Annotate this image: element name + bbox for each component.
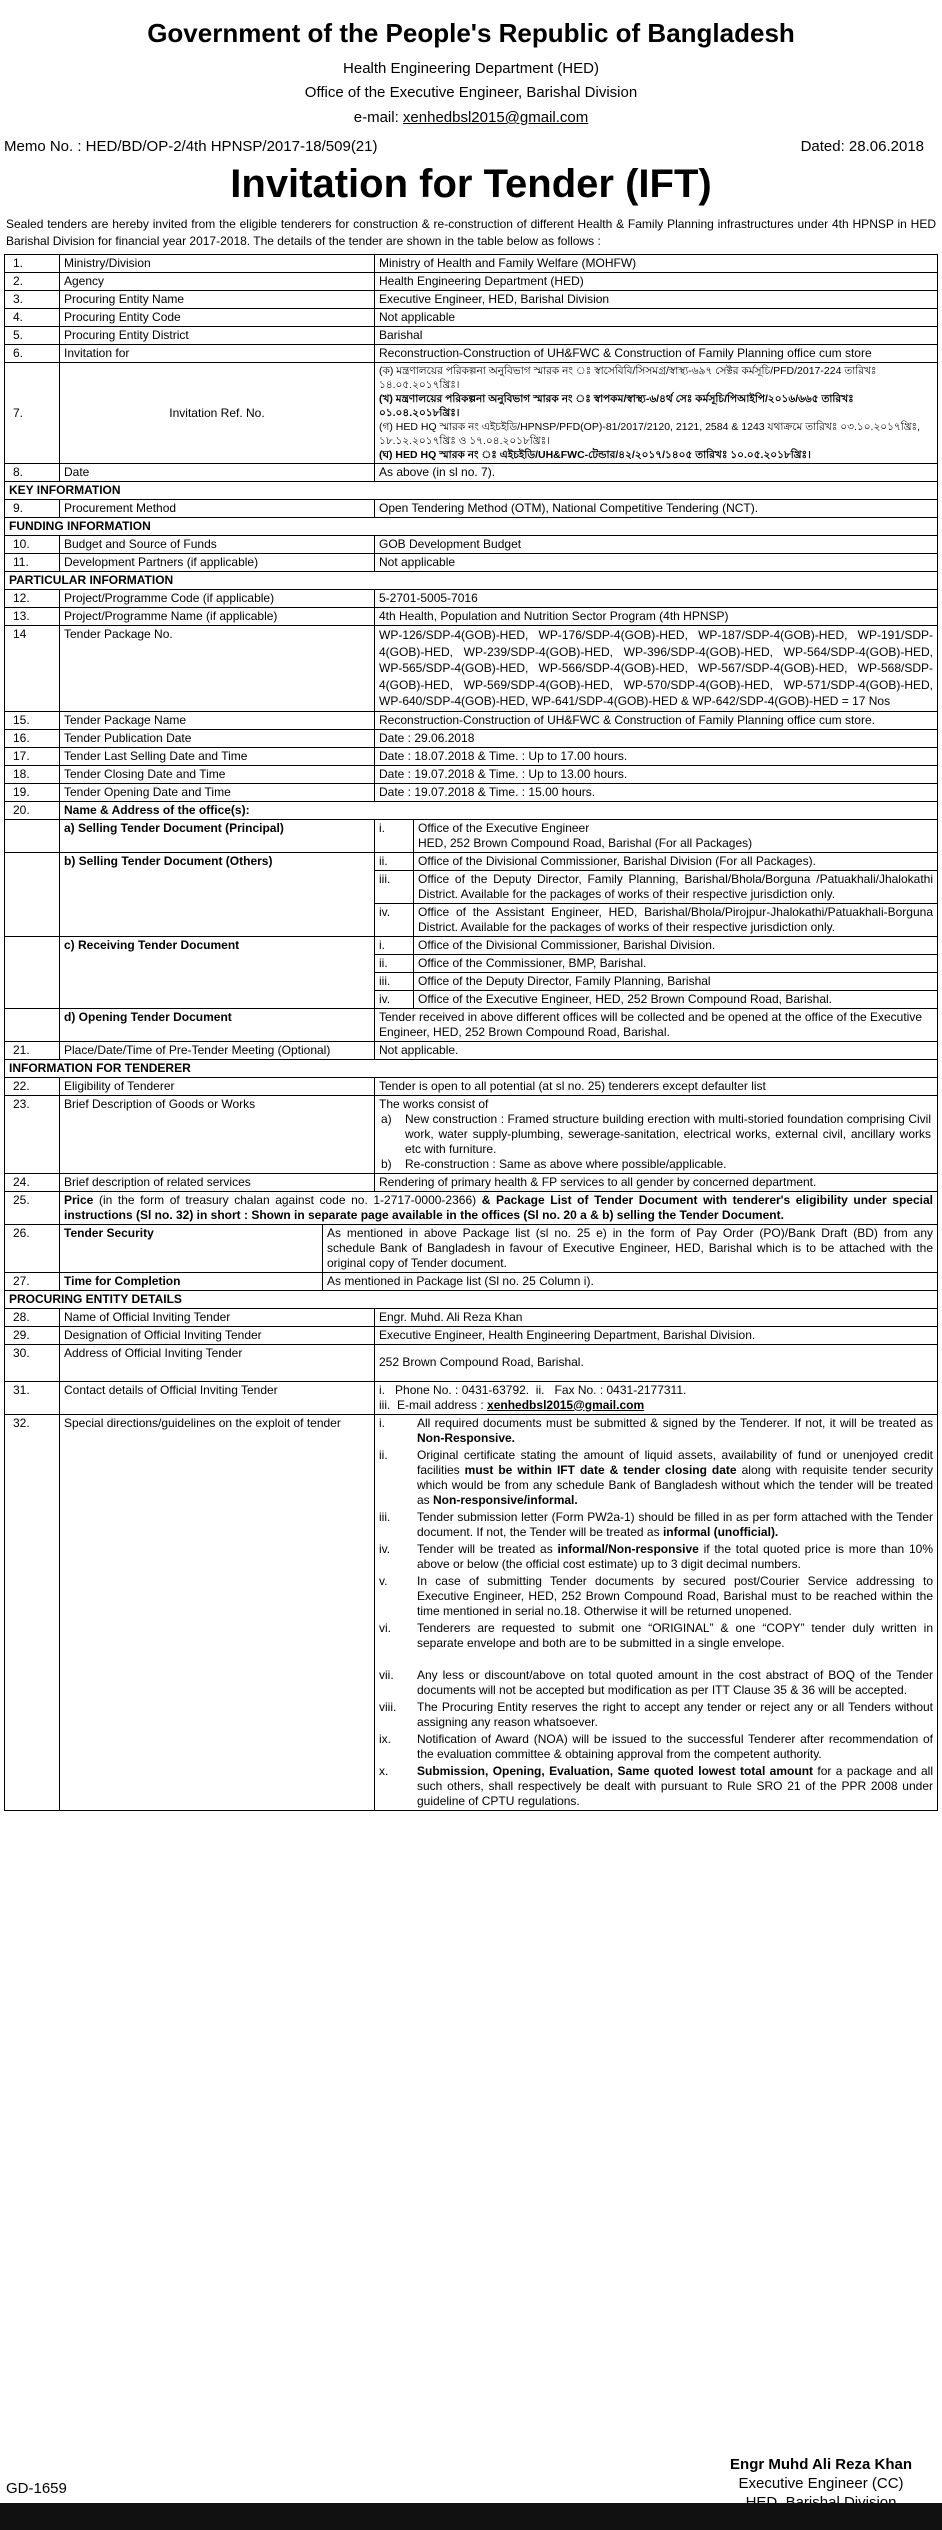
- table-row: 8. Date As above (in sl no. 7).: [5, 464, 938, 482]
- table-row: 24. Brief description of related services Rendering of primary health & FP services to all gender by concerned department.: [5, 1173, 938, 1191]
- table-row: 13. Project/Programme Name (if applicable) 4th Health, Population and Nutrition Sector Program (4th HPNSP): [5, 608, 938, 626]
- table-row: 5. Procuring Entity District Barishal: [5, 327, 938, 345]
- government-title: Government of the People's Republic of Bangladesh: [147, 18, 795, 48]
- table-row: 19. Tender Opening Date and Time Date : 19.07.2018 & Time. : 15.00 hours.: [5, 783, 938, 801]
- table-row: 7. Invitation Ref. No. (ক) মন্ত্রণালয়ের পরিকল্পনা অনুবিভাগ স্মারক নং ঃ স্বাসেবিবি/সিসমগ্র/স্বাস্থ্য-৬৯৭ সেক্টর কর্মসূচি/PFD/2017-224 তারিখঃ ১৪.০৫.২০১৭খ্রিঃ। (খ) মন্ত্রণালয়ের পরিকল্পনা অনুবিভাগ স্মারক নং ঃ স্বাপকম/স্বাস্থ্য-৬/৪র্থ সেঃ কর্মসূচি/পিআইপি/২০১৬/৬৬৫ তারিখঃ ০১.০৪.২০১৮খ্রিঃ। (গ) HED HQ স্মারক নং এইচইডি/HPNSP/PFD(OP)-81/2017/2120, 2121, 2584 & 1243 যথাক্রমে তারিখঃ ০৩.১০.২০১৭খ্রিঃ, ১৮.১২.২০১৭খ্রিঃ ও ১৭.০৪.২০১৮খ্রিঃ। (ঘ) HED HQ স্মারক নং ঃ এইচইডি/UH&FWC-টেন্ডার/৪২/২০১৭/১৪০৫ তারিখঃ ১০.০৫.২০১৮খ্রিঃ।: [5, 363, 938, 464]
- table-row: 11. Development Partners (if applicable) Not applicable: [5, 554, 938, 572]
- table-row: 4. Procuring Entity Code Not applicable: [5, 309, 938, 327]
- table-row: 26. Tender Security As mentioned in above Package list (sl no. 25 e) in the form of Pay Order (PO)/Bank Draft (BD) from any schedule Bank of Bangladesh in favour of Executive Engineer, HED, Barishal which is to be attached with the original copy of Tender document.: [5, 1224, 938, 1272]
- table-row: 3. Procuring Entity Name Executive Engineer, HED, Barishal Division: [5, 291, 938, 309]
- table-row: 21. Place/Date/Time of Pre-Tender Meeting (Optional) Not applicable.: [5, 1041, 938, 1059]
- works-description: The works consist of a) New construction : Framed structure building erection with multi-storied foundation comprising Civil work, water supply-plumbing, sewerage-sanitation, electrical works, external civil, ancillary works etc with furniture. b) Re-construction : Same as above where possible/applicable.: [375, 1095, 938, 1173]
- table-row: 17. Tender Last Selling Date and Time Date : 18.07.2018 & Time. : Up to 17.00 hours.: [5, 747, 938, 765]
- section-heading: INFORMATION FOR TENDERER: [5, 1059, 938, 1077]
- section-heading: PROCURING ENTITY DETAILS: [5, 1290, 938, 1308]
- intro-paragraph: Sealed tenders are hereby invited from the eligible tenderers for construction & re-construction of different Health & Family Planning infrastructures under 4th HPNSP in HED Barishal Division for financial year 2017-2018. The details of the tender are shown in the table below as follows :: [6, 217, 936, 248]
- invitation-ref-list: (ক) মন্ত্রণালয়ের পরিকল্পনা অনুবিভাগ স্মারক নং ঃ স্বাসেবিবি/সিসমগ্র/স্বাস্থ্য-৬৯৭ সেক্টর কর্মসূচি/PFD/2017-224 তারিখঃ ১৪.০৫.২০১৭খ্রিঃ। (খ) মন্ত্রণালয়ের পরিকল্পনা অনুবিভাগ স্মারক নং ঃ স্বাপকম/স্বাস্থ্য-৬/৪র্থ সেঃ কর্মসূচি/পিআইপি/২০১৬/৬৬৫ তারিখঃ ০১.০৪.২০১৮খ্রিঃ। (গ) HED HQ স্মারক নং এইচইডি/HPNSP/PFD(OP)-81/2017/2120, 2121, 2584 & 1243 যথাক্রমে তারিখঃ ০৩.১০.২০১৭খ্রিঃ, ১৮.১২.২০১৭খ্রিঃ ও ১৭.০৪.২০১৮খ্রিঃ। (ঘ) HED HQ স্মারক নং ঃ এইচইডি/UH&FWC-টেন্ডার/৪২/২০১৭/১৪০৫ তারিখঃ ১০.০৫.২০১৮খ্রিঃ।: [375, 363, 938, 464]
- page-title: Invitation for Tender (IFT): [230, 162, 712, 206]
- office-row-receiving: c) Receiving Tender Document i. Office of the Divisional Commissioner, Barishal Division. ii. Office of the Commissioner, BMP, Barishal. iii. Office of the Deputy Director, Family Planning, Barishal iv. Office of the Executive Engineer, HED, 252 Brown Compound Road, Barishal.: [5, 936, 938, 1008]
- table-row: 20. Name & Address of the office(s):: [5, 801, 938, 819]
- office-name: Office of the Executive Engineer, Barishal Division: [304, 84, 638, 101]
- table-row: 18. Tender Closing Date and Time Date : 19.07.2018 & Time. : Up to 13.00 hours.: [5, 765, 938, 783]
- office-row-opening: d) Opening Tender Document Tender received in above different offices will be collected and be opened at the office of the Executive Engineer, HED, 252 Brown Compound Road, Barishal.: [5, 1008, 938, 1041]
- table-row: 32. Special directions/guidelines on the exploit of tender i. All required documents must be submitted & signed by the Tenderer. If not, it will be treated as Non-Responsive. ii. Original certificate stating the amount of liquid assets, availability of fund or unenjoyed credit facilities must be within IFT date & tender closing date along with requisite tender security which would be from any schedule Bank of Bangladesh without which the tender will be treated as Non-responsive/informal. iii. Tender submission letter (Form PW2a-1) should be filled in as per form attached with the Tender document. If not, the Tender will be treated as informal (unofficial). iv. Tender will be treated as informal/Non-responsive if the total quoted price is more than 10% above or below (the official cost estimate) up to 3 digit decimal numbers. v. In case of submitting Tender documents by secured post/Courier Service addressing to Executive Engineer, HED, 252 Brown Compound Road, Barishal must to be reached within the time mentioned in serial no.18. Otherwise it will be returned unopened. vi. Tenderers are requested to submit one “ORIGINAL” & one “COPY” tender duly written in separate envelope and both are to be submitted in a single envelope. vii. Any less or discount/above on total quoted amount in the cost abstract of BOQ of the Tender documents will not be accepted but modification as per ITT Clause 35 & 36 will be accepted. viii. The Procuring Entity reserves the right to accept any tender or reject any or all Tenders without assigning any reason whatsoever. ix. Notification of Award (NOA) will be issued to the successful Tenderer after recommendation of the evaluation committee & obtaining approval from the competent authority. x. Submission, Opening, Evaluation, Same quoted lowest total amount for a package and all such others, shall respectively be dealt with pursuant to Rule SRO 21 of the PPR 2008 under guideline of CPTU regulations.: [5, 1414, 938, 1810]
- signatory-designation: Executive Engineer (CC): [738, 2475, 904, 2492]
- section-heading: KEY INFORMATION: [5, 482, 938, 500]
- section-heading: FUNDING INFORMATION: [5, 518, 938, 536]
- tender-details-table: [4, 254, 938, 1811]
- contact-details: i. Phone No. : 0431-63792. ii. Fax No. : 0431-2177311. iii. E-mail address : xenhedbsl2015@gmail.com: [375, 1381, 938, 1414]
- price-row: Price (in the form of treasury chalan against code no. 1-2717-0000-2366) & Package List of Tender Document with tenderer's eligibility under special instructions (Sl no. 32) in short : Shown in separate page available in the offices (Sl no. 20 a & b) selling the Tender Document.: [60, 1191, 938, 1224]
- table-row: 29. Designation of Official Inviting Tender Executive Engineer, Health Engineering Department, Barishal Division.: [5, 1326, 938, 1344]
- table-row: 31. Contact details of Official Inviting Tender i. Phone No. : 0431-63792. ii. Fax No. : 0431-2177311. iii. E-mail address : xenhedbsl2015@gmail.com: [5, 1381, 938, 1414]
- table-row: 27. Time for Completion As mentioned in Package list (Sl no. 25 Column i).: [5, 1272, 938, 1290]
- memo-number: Memo No. : HED/BD/OP-2/4th HPNSP/2017-18/509(21): [4, 138, 378, 155]
- table-row: 1. Ministry/Division Ministry of Health and Family Welfare (MOHFW): [5, 255, 938, 273]
- section-heading: PARTICULAR INFORMATION: [5, 572, 938, 590]
- table-row: 14 Tender Package No. WP-126/SDP-4(GOB)-HED, WP-176/SDP-4(GOB)-HED, WP-187/SDP-4(GOB)-HED, WP-191/SDP-4(GOB)-HED, WP-239/SDP-4(GOB)-HED, WP-396/SDP-4(GOB)-HED, WP-564/SDP-4(GOB)-HED, WP-565/SDP-4(GOB)-HED, WP-566/SDP-4(GOB)-HED, WP-567/SDP-4(GOB)-HED, WP-568/SDP-4(GOB)-HED, WP-569/SDP-4(GOB)-HED, WP-570/SDP-4(GOB)-HED, WP-571/SDP-4(GOB)-HED, WP-640/SDP-4(GOB)-HED, WP-641/SDP-4(GOB)-HED & WP-642/SDP-4(GOB)-HED = 17 Nos: [5, 626, 938, 712]
- table-row: 23. Brief Description of Goods or Works The works consist of a) New construction : Framed structure building erection with multi-storied foundation comprising Civil work, water supply-plumbing, sewerage-sanitation, electrical works, external civil, ancillary works etc with furniture. b) Re-construction : Same as above where possible/applicable.: [5, 1095, 938, 1173]
- guidelines-cell: i. All required documents must be submitted & signed by the Tenderer. If not, it will be treated as Non-Responsive. ii. Original certificate stating the amount of liquid assets, availability of fund or unenjoyed credit facilities must be within IFT date & tender closing date along with requisite tender security which would be from any schedule Bank of Bangladesh without which the tender will be treated as Non-responsive/informal. iii. Tender submission letter (Form PW2a-1) should be filled in as per form attached with the Tender document. If not, the Tender will be treated as informal (unofficial). iv. Tender will be treated as informal/Non-responsive if the total quoted price is more than 10% above or below (the official cost estimate) up to 3 digit decimal numbers. v. In case of submitting Tender documents by secured post/Courier Service addressing to Executive Engineer, HED, 252 Brown Compound Road, Barishal must to be reached within the time mentioned in serial no.18. Otherwise it will be returned unopened. vi. Tenderers are requested to submit one “ORIGINAL” & one “COPY” tender duly written in separate envelope and both are to be submitted in a single envelope. vii. Any less or discount/above on total quoted amount in the cost abstract of BOQ of the Tender documents will not be accepted but modification as per ITT Clause 35 & 36 will be accepted. viii. The Procuring Entity reserves the right to accept any tender or reject any or all Tenders without assigning any reason whatsoever. ix. Notification of Award (NOA) will be issued to the successful Tenderer after recommendation of the evaluation committee & obtaining approval from the competent authority. x. Submission, Opening, Evaluation, Same quoted lowest total amount for a package and all such others, shall respectively be dealt with pursuant to Rule SRO 21 of the PPR 2008 under guideline of CPTU regulations.: [375, 1414, 938, 1810]
- table-row: 12. Project/Programme Code (if applicable) 5-2701-5005-7016: [5, 590, 938, 608]
- table-row: 30. Address of Official Inviting Tender 252 Brown Compound Road, Barishal.: [5, 1344, 938, 1381]
- signatory-name: Engr Muhd Ali Reza Khan: [730, 2456, 912, 2473]
- table-row: 15. Tender Package Name Reconstruction-Construction of UH&FWC & Construction of Family Planning office cum store.: [5, 711, 938, 729]
- table-row: 10. Budget and Source of Funds GOB Development Budget: [5, 536, 938, 554]
- email-line: e-mail: xenhedbsl2015@gmail.com: [353, 109, 589, 126]
- table-row: 22. Eligibility of Tenderer Tender is open to all potential (at sl no. 25) tenderers except defaulter list: [5, 1077, 938, 1095]
- office-row-selling-principal: a) Selling Tender Document (Principal) i. Office of the Executive Engineer HED, 252 Brown Compound Road, Barishal (For all Packages): [5, 819, 938, 852]
- table-row: 9. Procurement Method Open Tendering Method (OTM), National Competitive Tendering (NCT).: [5, 500, 938, 518]
- contact-email-link[interactable]: xenhedbsl2015@gmail.com: [487, 1397, 645, 1412]
- table-row: 2. Agency Health Engineering Department (HED): [5, 273, 938, 291]
- office-row-selling-others: b) Selling Tender Document (Others) ii. Office of the Divisional Commissioner, Barishal Division (For all Packages). iii. Office of the Deputy Director, Family Planning, Barishal/Bhola/Borguna /Patuakhali/Jhalokathi District. Available for the packages of works of their respective jurisdiction only. iv. Office of the Assistant Engineer, HED, Barishal/Bhola/Pirojpur-Jhalokathi/Patuakhali-Borguna District. Available for the packages of works of their respective jurisdiction only.: [5, 852, 938, 936]
- memo-date: Dated: 28.06.2018: [800, 138, 924, 155]
- table-row: 25. Price (in the form of treasury chalan against code no. 1-2717-0000-2366) & Package List of Tender Document with tenderer's eligibility under special instructions (Sl no. 32) in short : Shown in separate page available in the offices (Sl no. 20 a & b) selling the Tender Document.: [5, 1191, 938, 1224]
- email-link[interactable]: xenhedbsl2015@gmail.com: [402, 109, 589, 126]
- scan-edge-bar: [0, 2503, 942, 2530]
- table-row: 16. Tender Publication Date Date : 29.06.2018: [5, 729, 938, 747]
- table-row: 6. Invitation for Reconstruction-Construction of UH&FWC & Construction of Family Planning office cum store: [5, 345, 938, 363]
- table-row: 28. Name of Official Inviting Tender Engr. Muhd. Ali Reza Khan: [5, 1308, 938, 1326]
- gd-code: GD-1659: [6, 2480, 67, 2497]
- department-name: Health Engineering Department (HED): [343, 60, 599, 77]
